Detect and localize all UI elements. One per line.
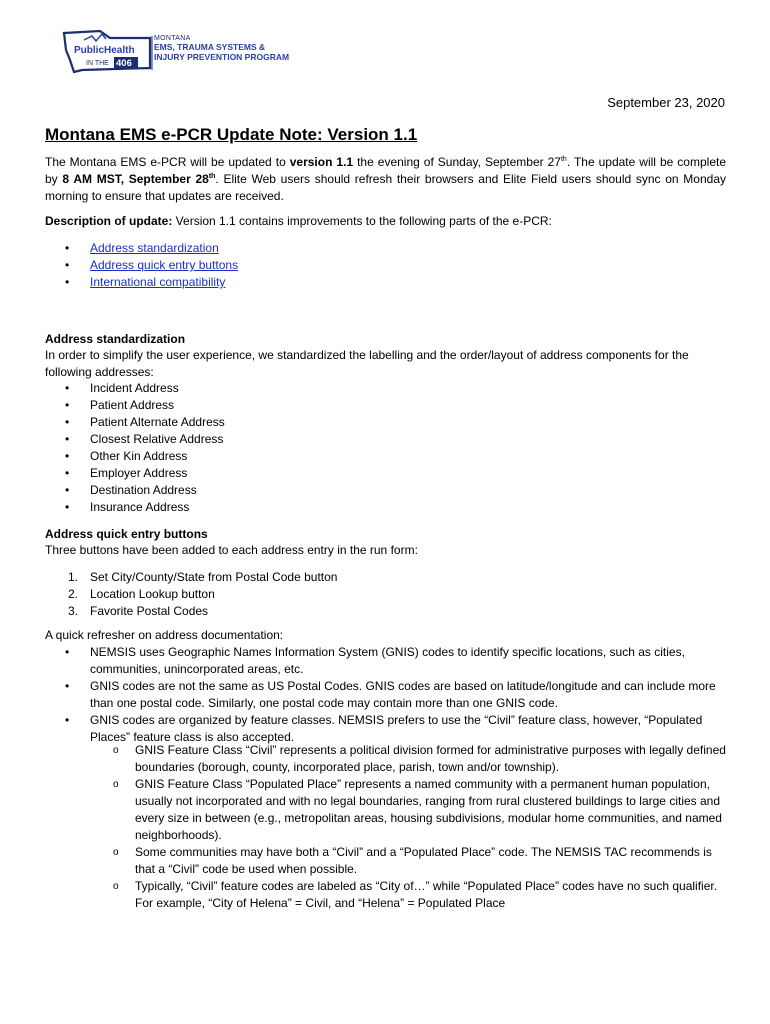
list-item: • Patient Alternate Address: [45, 414, 726, 431]
program-name: [154, 35, 289, 62]
page-title: Montana EMS e-PCR Update Note: Version 1.1: [45, 125, 418, 144]
list-item: • GNIS codes are organized by feature classes. NEMSIS prefers to use the “Civil” feature class, however, “Populated Places” feature class is also accepted.: [45, 712, 726, 746]
toc-item: [45, 240, 726, 257]
list-item: • Destination Address: [45, 482, 726, 499]
list-item: • NEMSIS uses Geographic Names Information System (GNIS) codes to identify specific locations, such as cities, communities, unincorporated areas, etc.: [45, 644, 726, 678]
list-item: • Insurance Address: [45, 499, 726, 516]
description-label: Description of update:: [45, 214, 173, 228]
address-type-list: [45, 380, 726, 516]
toc-item: [45, 274, 726, 291]
logo-number: 406: [116, 58, 132, 69]
list-item: • Patient Address: [45, 397, 726, 414]
section2-text: Three buttons have been added to each address entry in the run form:: [45, 543, 418, 557]
logo-main-text: PublicHealth: [74, 45, 135, 56]
sub-list-item: o GNIS Feature Class “Civil” represents a political division formed for administrative purposes with legally defined boundaries (borough, county, incorporated place, parish, town and/or township).: [45, 742, 726, 776]
refresher-bullet-list: [45, 644, 726, 746]
list-item: 2. Location Lookup button: [68, 587, 215, 601]
program-line-2: INJURY PREVENTION PROGRAM: [154, 52, 290, 62]
description-paragraph: Description of update: Version 1.1 contains improvements to the following parts of the e-PCR:: [45, 214, 552, 228]
list-item: • Incident Address: [45, 380, 726, 397]
list-item: • Employer Address: [45, 465, 726, 482]
toc-link-quick-entry-buttons[interactable]: Address quick entry buttons: [90, 258, 239, 272]
list-item: • Other Kin Address: [45, 448, 726, 465]
intro-paragraph: The Montana EMS e-PCR will be updated to version 1.1 the evening of Sunday, September 27th. The update will be complete by 8 AM MST, September 28th. Elite Web users should refresh their browsers and Elite Field users should sync on Monday morning to ensure that updates are received.: [45, 155, 727, 203]
section-heading-address-standardization: Address standardization: [45, 332, 186, 346]
refresher-text: A quick refresher on address documentation:: [45, 628, 284, 642]
sub-list-item: o Typically, “Civil” feature codes are labeled as “City of…” while “Populated Place” codes have no such qualifier. For example, “City of Helena” = Civil, and “Helena” = Populated Place: [45, 878, 726, 912]
toc-link-international-compatibility[interactable]: International compatibility: [90, 275, 226, 289]
sub-list-item: o GNIS Feature Class “Populated Place” represents a named community with a permanent human population, usually not incorporated and with no legal boundaries, ranging from rural clustered buildings to large cities and every size in between (e.g., metropolitan areas, housing subdivisions, modular home communities, and named neighborhoods).: [45, 776, 726, 844]
program-line-1: EMS, TRAUMA SYSTEMS &: [154, 42, 266, 52]
document-date: September 23, 2020: [607, 95, 725, 110]
button-list: [45, 569, 726, 620]
list-item: 1. Set City/County/State from Postal Code button: [68, 570, 338, 584]
toc-link-address-standardization[interactable]: Address standardization: [90, 241, 219, 255]
logo-sub-text: IN THE: [86, 60, 109, 67]
list-item: 3. Favorite Postal Codes: [68, 604, 209, 618]
list-item: • Closest Relative Address: [45, 431, 726, 448]
section-heading-quick-entry-buttons: Address quick entry buttons: [45, 527, 208, 541]
feature-class-sub-list: [45, 742, 726, 912]
sub-list-item: o Some communities may have both a “Civil” and a “Populated Place” code. The NEMSIS TAC recommends is that a “Civil” code be used when possible.: [45, 844, 726, 878]
program-state: MONTANA: [154, 35, 191, 42]
toc-item: [45, 257, 726, 274]
list-item: • GNIS codes are not the same as US Postal Codes. GNIS codes are based on latitude/longitude and can include more than one postal code. Similarly, one postal code may contain more than one GNIS code.: [45, 678, 726, 712]
section1-text: In order to simplify the user experience, we standardized the labelling and the order/layout of address components for the following addresses:: [45, 348, 689, 379]
toc-list: [45, 240, 726, 291]
